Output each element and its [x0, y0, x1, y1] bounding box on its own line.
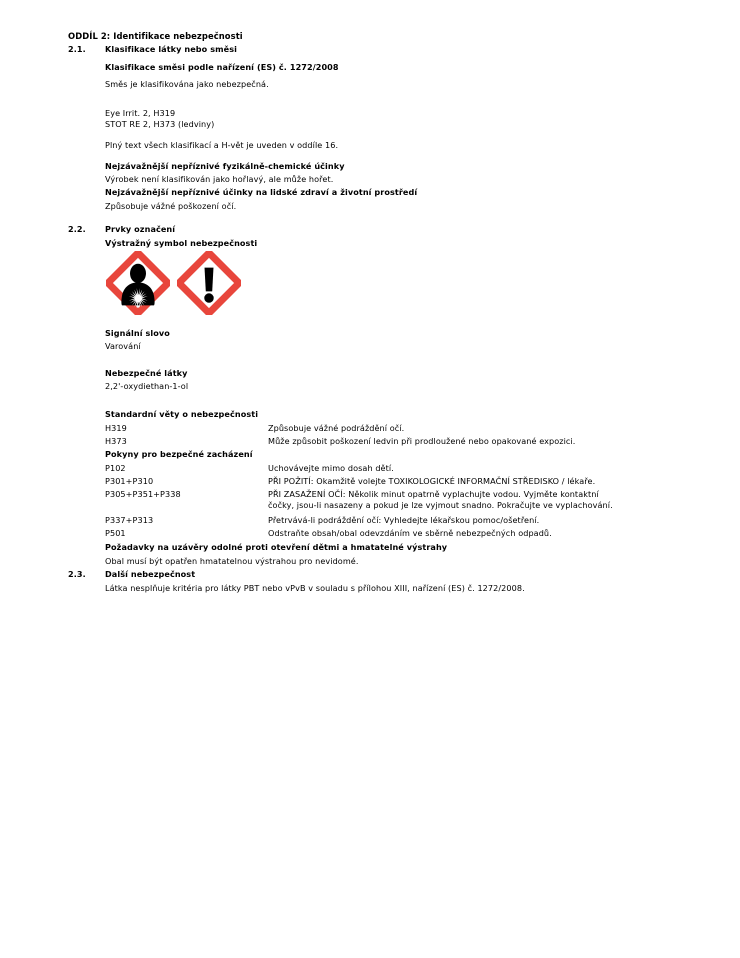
exclamation-mark-pictogram	[177, 251, 241, 315]
subsection-number-2-2: 2.2.	[68, 224, 86, 234]
p-statement-code-0: P102	[105, 463, 126, 473]
subsection-number-2-3: 2.3.	[68, 569, 86, 579]
section-heading: ODDÍL 2: Identifikace nebezpečnosti	[68, 31, 243, 41]
p-statement-text-2-line-0: PŘI ZASAŽENÍ OČÍ: Několik minut opatrně vyplachujte vodou. Vyjměte kontaktní	[268, 489, 599, 499]
signal-word-value: Varování	[105, 341, 141, 351]
other-hazards-text: Látka nesplňuje kritéria pro látky PBT nebo vPvB v souladu s přílohou XIII, nařízení (ES) č. 1272/2008.	[105, 583, 525, 593]
h-statement-text-0: Způsobuje vážné podráždění očí.	[268, 423, 405, 433]
full-text-reference-note: Plný text všech klasifikací a H-vět je uveden v oddíle 16.	[105, 140, 339, 150]
classification-regulation-subtitle: Klasifikace směsi podle nařízení (ES) č. 1272/2008	[105, 62, 339, 72]
h-statement-code-1: H373	[105, 436, 127, 446]
p-statement-text-2-line-1: čočky, jsou-li nasazeny a pokud je lze vyjmout snadno. Pokračujte ve vyplachování.	[268, 500, 613, 510]
classification-entry-0: Eye Irrit. 2, H319	[105, 108, 176, 118]
p-statement-code-3: P337+P313	[105, 515, 154, 525]
health-hazard-pictogram	[106, 251, 170, 315]
adverse-effect-heading-1: Nejzávažnější nepříznivé účinky na lidské zdraví a životní prostředí	[105, 187, 418, 197]
signal-word-heading: Signální slovo	[105, 328, 170, 338]
adverse-effect-text-1: Způsobuje vážné poškození očí.	[105, 201, 237, 211]
subsection-title-2-2: Prvky označení	[105, 224, 176, 234]
pictogram-section-heading: Výstražný symbol nebezpečnosti	[105, 238, 258, 248]
child-resistant-closure-heading: Požadavky na uzávěry odolné proti otevření dětmi a hmatatelné výstrahy	[105, 542, 448, 552]
child-resistant-closure-text: Obal musí být opatřen hmatatelnou výstrahou pro nevidomé.	[105, 556, 359, 566]
h-statement-code-0: H319	[105, 423, 127, 433]
subsection-number-2-1: 2.1.	[68, 44, 86, 54]
p-statements-heading: Pokyny pro bezpečné zacházení	[105, 449, 253, 459]
p-statement-text-0: Uchovávejte mimo dosah dětí.	[268, 463, 394, 473]
hazardous-substances-heading: Nebezpečné látky	[105, 368, 188, 378]
classification-entry-1: STOT RE 2, H373 (ledviny)	[105, 119, 215, 129]
p-statement-text-1: PŘI POŽITÍ: Okamžitě volejte TOXIKOLOGICKÉ INFORMAČNÍ STŘEDISKO / lékaře.	[268, 476, 596, 486]
h-statement-text-1: Může způsobit poškození ledvin při prodloužené nebo opakované expozici.	[268, 436, 576, 446]
ghs-pictogram-group	[106, 251, 246, 317]
hazardous-substances-value: 2,2'-oxydiethan-1-ol	[105, 381, 189, 391]
p-statement-code-2: P305+P351+P338	[105, 489, 181, 499]
p-statement-code-1: P301+P310	[105, 476, 154, 486]
p-statement-text-3: Přetrvává-li podráždění očí: Vyhledejte lékařskou pomoc/ošetření.	[268, 515, 540, 525]
adverse-effect-text-0: Výrobek není klasifikován jako hořlavý, ale může hořet.	[105, 174, 334, 184]
p-statement-code-4: P501	[105, 528, 126, 538]
subsection-title-2-3: Další nebezpečnost	[105, 569, 196, 579]
p-statement-text-4: Odstraňte obsah/obal odevzdáním ve sběrně nebezpečných odpadů.	[268, 528, 552, 538]
h-statements-heading: Standardní věty o nebezpečnosti	[105, 409, 259, 419]
mixture-classification-intro: Směs je klasifikována jako nebezpečná.	[105, 79, 269, 89]
adverse-effect-heading-0: Nejzávažnější nepříznivé fyzikálně-chemické účinky	[105, 161, 345, 171]
subsection-title-2-1: Klasifikace látky nebo směsi	[105, 44, 237, 54]
